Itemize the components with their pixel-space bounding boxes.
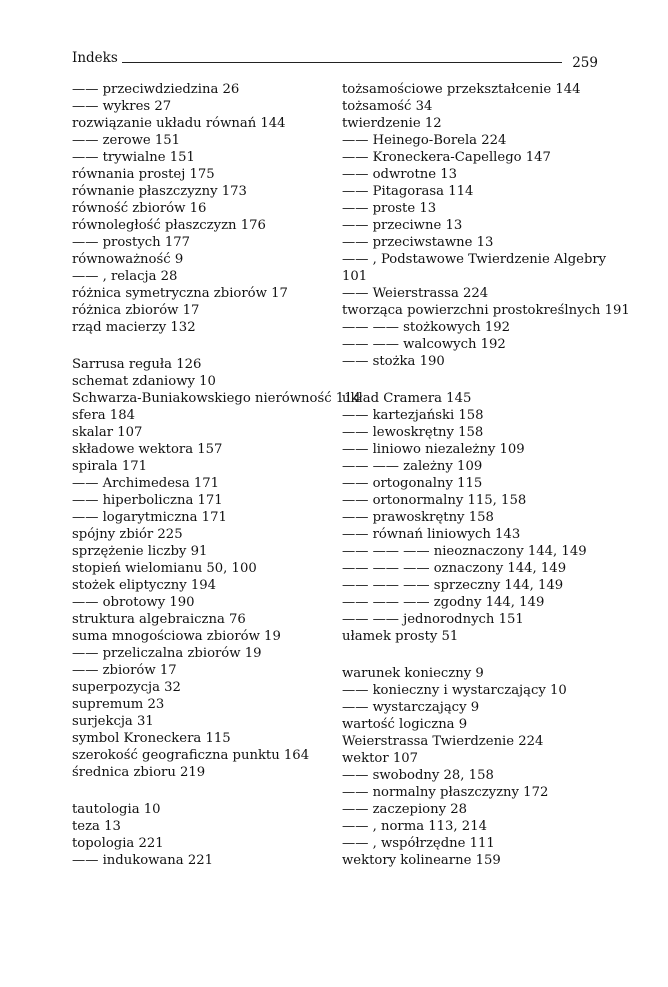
index-entry: —— normalny płaszczyzny 172 (342, 785, 549, 800)
index-entry: Sarrusa reguła 126 (72, 357, 202, 372)
section-gap (342, 370, 600, 390)
index-entry: —— zerowe 151 (72, 133, 181, 148)
index-entry: —— —— zależny 109 (342, 459, 483, 474)
index-entry: —— —— —— sprzeczny 144, 149 (342, 578, 564, 593)
index-entry: —— odwrotne 13 (342, 167, 458, 182)
index-entry: równania prostej 175 (72, 167, 215, 182)
running-title: Indeks (72, 50, 118, 66)
index-entry: —— logarytmiczna 171 (72, 510, 227, 525)
index-entry: —— obrotowy 190 (72, 595, 195, 610)
index-entry: równoległość płaszczyzn 176 (72, 218, 266, 233)
index-entry: 101 (342, 269, 368, 284)
index-entry: rząd macierzy 132 (72, 320, 196, 335)
index-entry: równość zbiorów 16 (72, 201, 207, 216)
index-entry: —— —— walcowych 192 (342, 337, 506, 352)
index-entry: wektor 107 (342, 751, 418, 766)
index-entry: —— trywialne 151 (72, 150, 195, 165)
index-entry: —— prostych 177 (72, 235, 191, 250)
section-gap (72, 336, 334, 356)
index-entry: —— lewoskrętny 158 (342, 425, 484, 440)
index-entry: —— Weierstrassa 224 (342, 286, 489, 301)
index-entry: spirala 171 (72, 459, 148, 474)
index-entry: —— , relacja 28 (72, 269, 178, 284)
index-entry: —— przeciwdziedzina 26 (72, 82, 240, 97)
index-entry: —— —— stożkowych 192 (342, 320, 510, 335)
index-entry: warunek konieczny 9 (342, 666, 484, 681)
index-entry: —— wykres 27 (72, 99, 172, 114)
index-entry: —— , norma 113, 214 (342, 819, 487, 834)
index-entry: układ Cramera 145 (342, 391, 472, 406)
index-entry: —— proste 13 (342, 201, 437, 216)
index-entry: —— przeciwne 13 (342, 218, 463, 233)
index-entry: —— przeciwstawne 13 (342, 235, 494, 250)
index-entry: —— —— —— oznaczony 144, 149 (342, 561, 567, 576)
index-entry: tautologia 10 (72, 802, 161, 817)
index-entry: superpozycja 32 (72, 680, 181, 695)
index-entry: składowe wektora 157 (72, 442, 223, 457)
index-entry: —— Pitagorasa 114 (342, 184, 474, 199)
index-entry: twierdzenie 12 (342, 116, 442, 131)
index-entry: Schwarza-Buniakowskiego nierówność 114 (72, 391, 361, 406)
index-entry: tworząca powierzchni prostokreślnych 191 (342, 303, 630, 318)
index-entry: —— , Podstawowe Twierdzenie Algebry (342, 252, 607, 267)
index-entry: —— wystarczający 9 (342, 700, 480, 715)
section-gap (72, 781, 334, 801)
index-entry: —— liniowo niezależny 109 (342, 442, 525, 457)
index-entry: —— —— —— zgodny 144, 149 (342, 595, 545, 610)
page-header (72, 46, 598, 71)
index-entry: równanie płaszczyzny 173 (72, 184, 247, 199)
index-entry: ułamek prosty 51 (342, 629, 459, 644)
index-entry: supremum 23 (72, 697, 165, 712)
index-entry: —— przeliczalna zbiorów 19 (72, 646, 262, 661)
index-entry: stopień wielomianu 50, 100 (72, 561, 257, 576)
index-entry: —— zbiorów 17 (72, 663, 177, 678)
page-number: 259 (572, 55, 598, 71)
index-entry: różnica zbiorów 17 (72, 303, 200, 318)
index-entry: topologia 221 (72, 836, 164, 851)
index-entry: suma mnogościowa zbiorów 19 (72, 629, 281, 644)
index-entry: sfera 184 (72, 408, 135, 423)
index-entry: różnica symetryczna zbiorów 17 (72, 286, 288, 301)
index-entry: szerokość geograficzna punktu 164 (72, 748, 310, 763)
index-entry: —— równań liniowych 143 (342, 527, 521, 542)
index-entry: teza 13 (72, 819, 121, 834)
index-column-right (342, 81, 630, 869)
index-entry: tożsamość 34 (342, 99, 433, 114)
index-entry: —— stożka 190 (342, 354, 445, 369)
index-entry: —— swobodny 28, 158 (342, 768, 494, 783)
header-rule (122, 62, 562, 63)
index-entry: spójny zbiór 225 (72, 527, 183, 542)
index-entry: —— konieczny i wystarczający 10 (342, 683, 567, 698)
index-entry: rozwiązanie układu równań 144 (72, 116, 286, 131)
index-entry: schemat zdaniowy 10 (72, 374, 216, 389)
index-entry: równoważność 9 (72, 252, 184, 267)
index-entry: —— hiperboliczna 171 (72, 493, 223, 508)
index-entry: symbol Kroneckera 115 (72, 731, 231, 746)
index-entry: —— , współrzędne 111 (342, 836, 495, 851)
index-entry: średnica zbioru 219 (72, 765, 206, 780)
index-entry: Weierstrassa Twierdzenie 224 (342, 734, 544, 749)
index-entry: —— zaczepiony 28 (342, 802, 468, 817)
index-entry: —— Archimedesa 171 (72, 476, 220, 491)
index-entry: —— Kroneckera-Capellego 147 (342, 150, 551, 165)
index-entry: wektory kolinearne 159 (342, 853, 501, 868)
index-entry: —— —— —— nieoznaczony 144, 149 (342, 544, 587, 559)
index-entry: —— ortonormalny 115, 158 (342, 493, 527, 508)
index-entry: —— Heinego-Borela 224 (342, 133, 507, 148)
index-entry: —— indukowana 221 (72, 853, 214, 868)
index-entry: —— prawoskrętny 158 (342, 510, 494, 525)
index-entry: tożsamościowe przekształcenie 144 (342, 82, 581, 97)
index-entry: —— —— jednorodnych 151 (342, 612, 524, 627)
index-entry: struktura algebraiczna 76 (72, 612, 246, 627)
index-entry: stożek eliptyczny 194 (72, 578, 217, 593)
section-gap (342, 645, 600, 665)
index-entry: surjekcja 31 (72, 714, 154, 729)
index-entry: wartość logiczna 9 (342, 717, 468, 732)
index-entry: skalar 107 (72, 425, 143, 440)
index-entry: —— kartezjański 158 (342, 408, 484, 423)
index-entry: sprzężenie liczby 91 (72, 544, 208, 559)
index-entry: —— ortogonalny 115 (342, 476, 483, 491)
